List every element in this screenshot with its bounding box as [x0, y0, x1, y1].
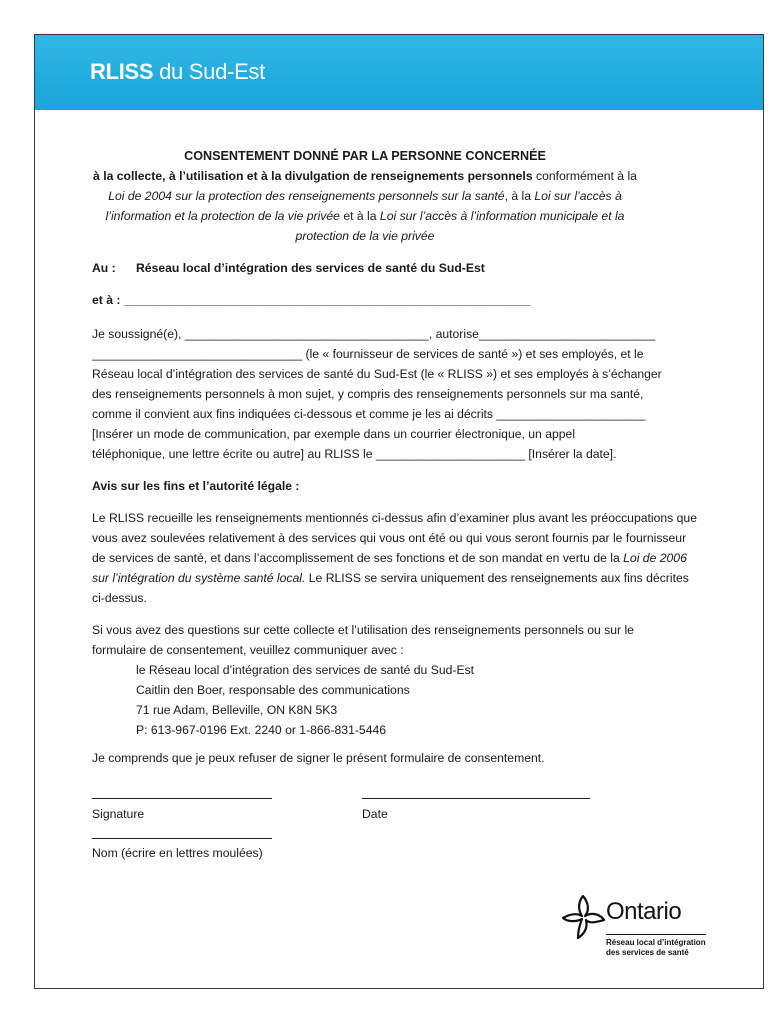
trillium-icon	[560, 892, 606, 940]
contact-phone: P: 613-967-0196 Ext. 2240 or 1-866-831-5446	[136, 723, 387, 737]
notice-line: de services de santé, et dans l’accomplissement de ses fonctions et de son mandat en vertu de la Loi de 2006	[92, 551, 687, 565]
title-line-3: Loi de 2004 sur la protection des renseignements personnels sur la santé, à la Loi sur l’accès à	[108, 189, 622, 203]
consent-line[interactable]: comme il convient aux fins indiquées ci-dessous et comme je les ai décrits ______________________	[92, 407, 646, 421]
title-line-4: l’information et la protection de la vie privée et à la Loi sur l’accès à l’information municipale et la	[105, 209, 625, 223]
signature-label: Signature	[92, 807, 145, 821]
au-label: Au :	[92, 261, 116, 275]
consent-line: des renseignements personnels à mon sujet, y compris des renseignements personnels sur ma santé,	[92, 387, 644, 401]
consent-line[interactable]: _______________________________ (le « fournisseur de services de santé ») et ses employés, et le	[92, 347, 644, 361]
notice-line: sur l’intégration du système santé local. Le RLISS se servira uniquement des renseignements aux fins décrites	[92, 571, 689, 585]
contact-person: Caitlin den Boer, responsable des communications	[136, 683, 410, 697]
notice-line: formulaire de consentement, veuillez communiquer avec :	[92, 643, 404, 657]
consent-line: [Insérer un mode de communication, par exemple dans un courrier électronique, un appel	[92, 427, 576, 441]
signature-line[interactable]	[92, 798, 272, 799]
notice-line: vous avez soulevées relativement à des services qui vous ont été ou qui vous seront fournis par le fournisseur	[92, 531, 687, 545]
title-line-2: à la collecte, à l’utilisation et à la divulgation de renseignements personnels conformément à la	[93, 169, 637, 183]
date-line[interactable]	[362, 798, 590, 799]
name-line[interactable]	[92, 838, 272, 839]
ontario-logo	[560, 892, 710, 972]
rliss-logo: RLISS du Sud-Est	[90, 59, 265, 84]
notice-heading: Avis sur les fins et l’autorité légale :	[92, 479, 300, 493]
header-band	[35, 35, 763, 110]
consent-line[interactable]: téléphonique, une lettre écrite ou autre] au RLISS le ______________________ [Insérer la date].	[92, 447, 617, 461]
form-title: CONSENTEMENT DONNÉ PAR LA PERSONNE CONCERNÉE	[184, 149, 546, 163]
notice-line: Le RLISS recueille les renseignements mentionnés ci-dessus afin d’examiner plus avant les préoccupations que	[92, 511, 697, 525]
refusal-statement: Je comprends que je peux refuser de signer le présent formulaire de consentement.	[92, 751, 545, 765]
contact-organization: le Réseau local d’intégration des services de santé du Sud-Est	[136, 663, 475, 677]
consent-line[interactable]: Je soussigné(e), ____________________________________, autorise__________________________	[92, 327, 656, 341]
eta-field[interactable]: et à : ____________________________________________________________	[92, 293, 531, 307]
notice-line: Si vous avez des questions sur cette collecte et l’utilisation des renseignements personnels ou sur le	[92, 623, 634, 637]
date-label: Date	[362, 807, 388, 821]
title-line-5: protection de la vie privée	[295, 229, 435, 243]
consent-line: Réseau local d’intégration des services de santé du Sud-Est (le « RLISS ») et ses employés à s’échanger	[92, 367, 662, 381]
contact-address: 71 rue Adam, Belleville, ON K8N 5K3	[136, 703, 338, 717]
au-value: Réseau local d’intégration des services de santé du Sud-Est	[136, 261, 485, 275]
ontario-wordmark: Ontario	[606, 898, 682, 925]
notice-line: ci-dessus.	[92, 591, 147, 605]
ontario-underline	[606, 934, 706, 935]
ontario-subtitle: Réseau local d’intégration des services de santé	[606, 938, 706, 957]
name-label: Nom (écrire en lettres moulées)	[92, 846, 263, 860]
